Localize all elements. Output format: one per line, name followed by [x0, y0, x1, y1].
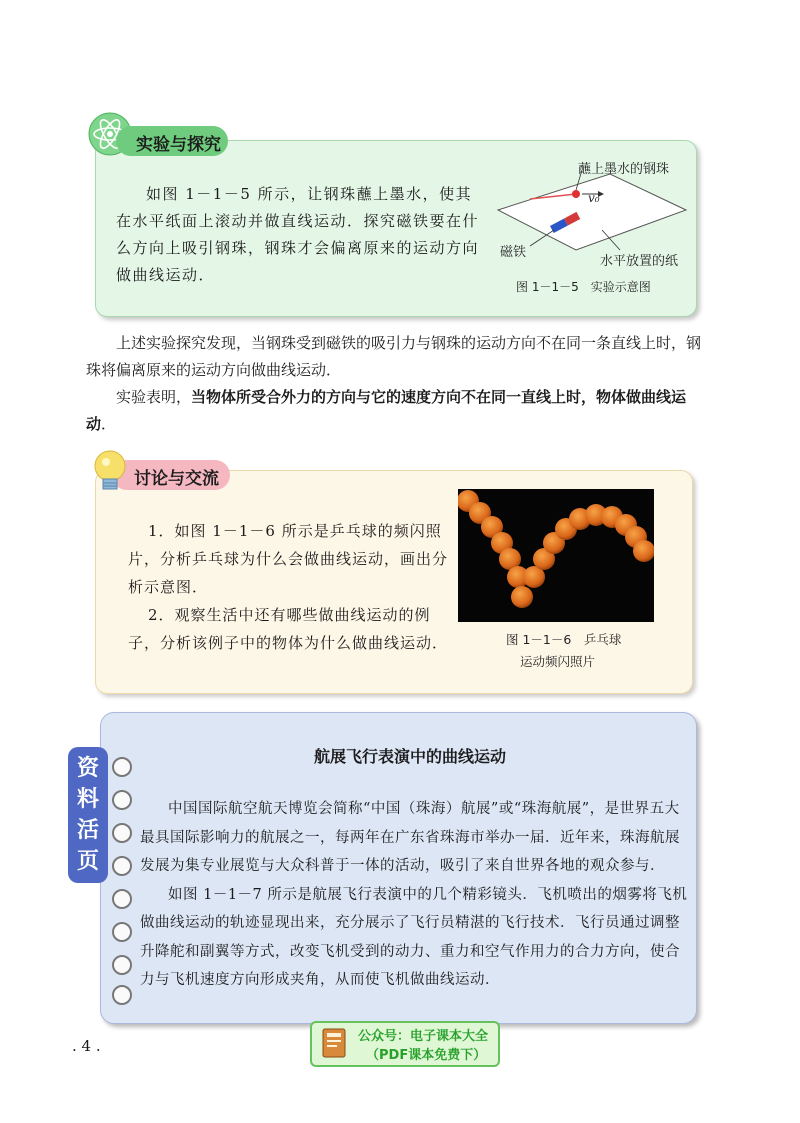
watermark-line1: 公众号：电子课本大全 — [358, 1029, 489, 1044]
body-text — [86, 330, 706, 438]
watermark-line2: （PDF课本免费下） — [366, 1048, 487, 1063]
body-paragraph-2 — [86, 384, 706, 438]
experiment-tab — [116, 126, 228, 156]
label-magnet: 磁铁 — [500, 245, 527, 260]
figure-1-1-5-caption: 图 1－1－5 实验示意图 — [516, 280, 651, 294]
book-icon — [320, 1027, 350, 1061]
label-paper: 水平放置的纸 — [600, 254, 679, 269]
page-number: . 4 . — [72, 1037, 101, 1055]
watermark-stamp — [310, 1021, 500, 1067]
binder-ring — [112, 823, 132, 843]
binder-ring — [112, 757, 132, 777]
binder-ring — [112, 856, 132, 876]
reading-side-label: 资料活页 — [76, 756, 99, 874]
reading-paragraph-1: 中国国际航空航天博览会简称“中国（珠海）航展”或“珠海航展”，是世界五大最具国际影响力的航展之一，每两年在广东省珠海市举办一届．近年来，珠海航展发展为集专业展览与大众科普于一体的活动，吸引了来自世界各地的观众参与． — [140, 801, 680, 874]
body-p2-suffix: ． — [101, 415, 117, 433]
experiment-tab-title: 实验与探究 — [136, 135, 221, 155]
discussion-item-1: 1．如图 1－1－6 所示是乒乓球的频闪照片，分析乒乓球为什么会做曲线运动，画出分析示意图． — [128, 522, 449, 596]
experiment-paragraph: 如图 1－1－5 所示，让钢珠蘸上墨水，使其在水平纸面上滚动并做直线运动．探究磁铁要在什么方向上吸引钢珠，钢珠才会偏离原来的运动方向做曲线运动． — [116, 185, 480, 284]
label-v0: v₀ — [588, 191, 600, 205]
binder-ring — [112, 889, 132, 909]
discussion-item-2: 2．观察生活中还有哪些做曲线运动的例子，分析该例子中的物体为什么做曲线运动． — [128, 606, 449, 652]
reading-title: 航展飞行表演中的曲线运动 — [313, 747, 506, 766]
discussion-items — [128, 517, 448, 657]
reading-body — [140, 795, 688, 995]
label-inked-ball: 蘸上墨水的钢珠 — [578, 162, 670, 177]
binder-ring — [112, 790, 132, 810]
body-p2-conclusion: 当物体所受合外力的方向与它的速度方向不在同一直线上时，物体做曲线运动 — [86, 388, 687, 433]
reading-side-tab — [68, 747, 108, 883]
figure-1-1-6-caption-line1: 图 1－1－6 乒乓球 — [506, 632, 622, 647]
experiment-paragraph-block — [116, 181, 488, 289]
body-paragraph-1: 上述实验探究发现，当钢珠受到磁铁的吸引力与钢珠的运动方向不在同一条直线上时，钢珠将偏离原来的运动方向做曲线运动． — [86, 334, 702, 379]
binder-ring — [112, 922, 132, 942]
reading-paragraph-2: 如图 1－1－7 所示是航展飞行表演中的几个精彩镜头．飞机喷出的烟雾将飞机做曲线运动的轨迹显现出来，充分展示了飞行员精湛的飞行技术．飞行员通过调整升降舵和副翼等方式，改变飞机受到的动力、重力和空气作用力的合力方向，使合力与飞机速度方向形成夹角，从而使飞机做曲线运动． — [140, 886, 688, 988]
figure-1-1-6-caption-line2: 运动频闪照片 — [520, 654, 596, 669]
body-p2-prefix: 实验表明， — [116, 388, 192, 406]
ping-pong-stroboscopic-photo — [458, 489, 654, 622]
discussion-tab-title: 讨论与交流 — [134, 469, 219, 489]
binder-ring — [112, 955, 132, 975]
lightbulb-icon — [90, 448, 130, 494]
binder-ring — [112, 985, 132, 1005]
